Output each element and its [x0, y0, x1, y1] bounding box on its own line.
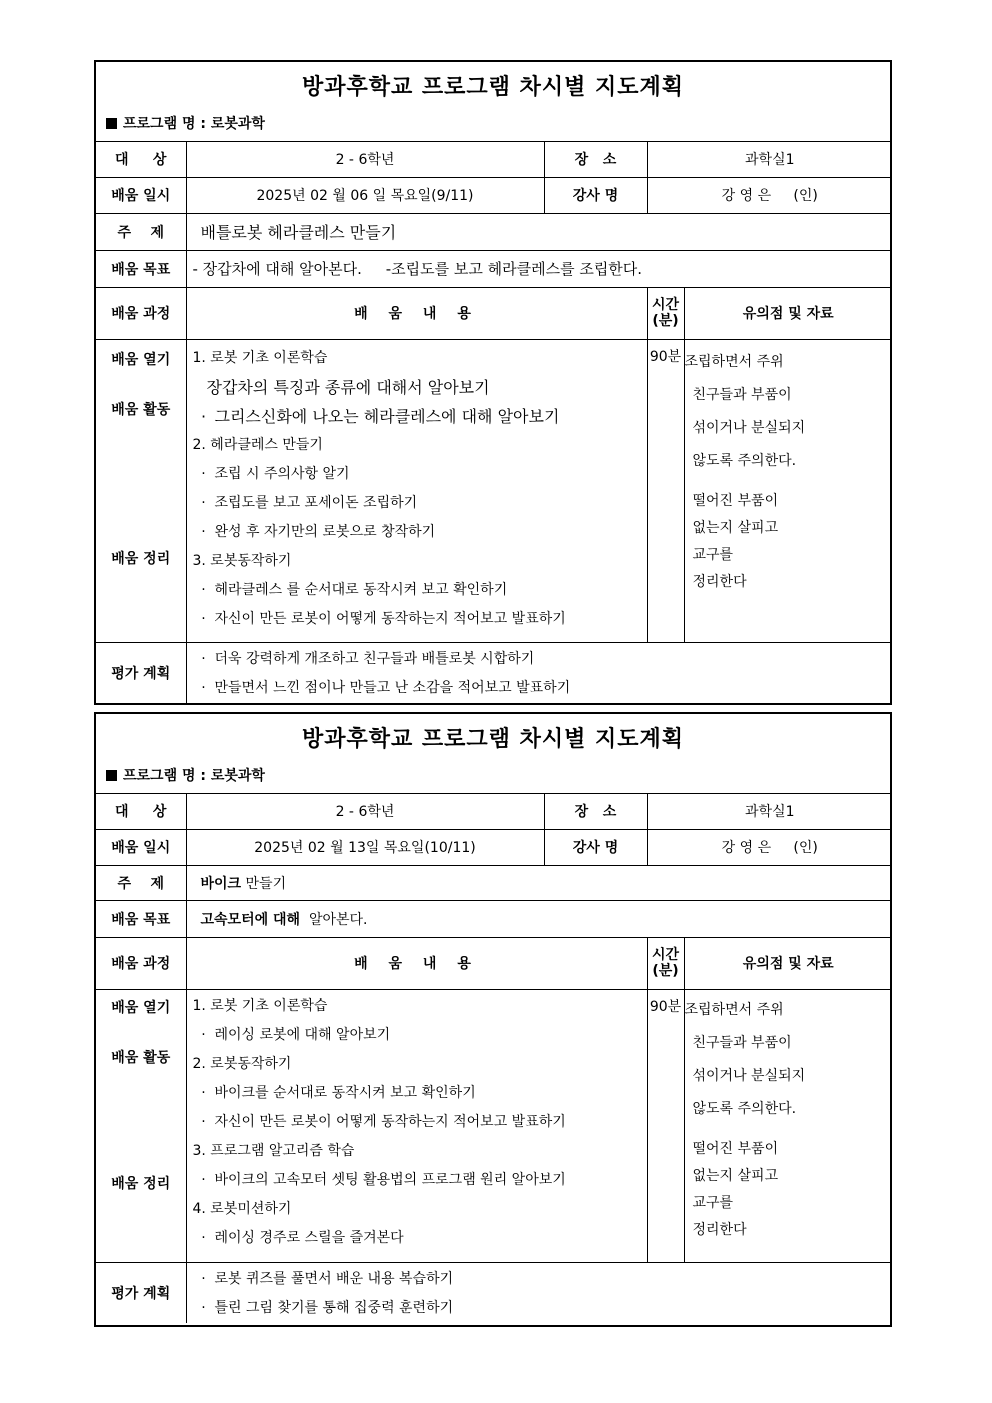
note-line: 않도록 주의한다.: [692, 1100, 797, 1117]
content-line: · 조립도를 보고 포세이돈 조립하기: [193, 489, 647, 518]
topic-row: [96, 865, 892, 900]
note-line: 않도록 주의한다.: [692, 452, 797, 469]
process-label: 배움 과정: [96, 937, 186, 989]
notes-header: 유의점 및 자료: [684, 287, 892, 339]
content-line: 4. 로봇미션하기: [192, 1200, 292, 1217]
content-line: · 바이크의 고속모터 셋팅 활용법의 프로그램 원리 알아보기: [193, 1166, 647, 1195]
content-line: 1. 로봇 기초 이론학습: [192, 997, 328, 1014]
note-line: 정리한다: [692, 1221, 747, 1238]
target-value: 2 - 6학년: [186, 142, 544, 177]
goal-value: - 장갑차에 대해 알아본다. -조립도를 보고 헤라클레스를 조립한다.: [186, 250, 892, 287]
content-line: · 그리스신화에 나오는 헤라클레스에 대해 알아보기: [193, 402, 647, 431]
content-line: 3. 프로그램 알고리즘 학습: [192, 1142, 355, 1159]
goal-cell: [186, 900, 892, 937]
goal-label: 배움 목표: [96, 900, 186, 937]
evaluation-label: 평가 계획: [96, 1262, 186, 1323]
note-line: 섞이거나 분실되지: [692, 1067, 806, 1084]
date-value: 2025년 02 월 06 일 목요일(9/11): [186, 177, 544, 213]
topic-value-bold: 바이크: [200, 875, 242, 892]
topic-cell: [186, 865, 892, 900]
topic-row: [96, 213, 892, 250]
goal-value-bold: 고속모터에 대해: [200, 911, 301, 928]
content-line: · 바이크를 순서대로 동작시켜 보고 확인하기: [193, 1079, 647, 1108]
date-row: [96, 829, 892, 865]
goal-row: [96, 900, 892, 937]
content-line: 1. 로봇 기초 이론학습: [192, 349, 328, 366]
stage-opening: 배움 열기: [111, 999, 171, 1016]
stage-closing: 배움 정리: [111, 1175, 171, 1192]
date-row: [96, 177, 892, 213]
lesson-plan-1: [94, 60, 892, 705]
target-value: 2 - 6학년: [186, 794, 544, 829]
note-line: 교구를: [692, 1194, 734, 1211]
notes-column: [684, 989, 892, 1262]
stage-opening: 배움 열기: [111, 351, 171, 368]
date-value: 2025년 02 월 13일 목요일(10/11): [186, 829, 544, 865]
content-line: · 조립 시 주의사항 알기: [193, 460, 647, 489]
program-name-row: [106, 113, 265, 133]
time-value: 90분: [647, 339, 684, 642]
content-line: 2. 로봇동작하기: [192, 1055, 292, 1072]
note-line: 없는지 살피고: [692, 1167, 779, 1184]
stage-column: [96, 339, 186, 642]
program-name-value: 로봇과학: [210, 768, 265, 784]
program-name-row: [106, 765, 265, 785]
evaluation-line: · 더욱 강력하게 개조하고 친구들과 배틀로봇 시합하기: [193, 645, 893, 674]
note-line: 떨어진 부품이: [692, 1140, 779, 1157]
place-label: 장 소: [544, 794, 647, 829]
content-line: 장갑차의 특징과 종류에 대해서 알아보기: [206, 377, 490, 397]
content-column: [186, 989, 647, 1262]
target-label: 대 상: [96, 794, 186, 829]
evaluation-row: [96, 1262, 892, 1323]
stage-activity: 배움 활동: [111, 401, 171, 418]
notes-header: 유의점 및 자료: [684, 937, 892, 989]
evaluation-content: [186, 642, 892, 703]
program-name-label: 프로그램 명 :: [123, 768, 211, 784]
content-line: · 레이싱 로봇에 대해 알아보기: [193, 1021, 647, 1050]
topic-value: 배틀로봇 헤라클레스 만들기: [186, 213, 892, 250]
stage-column: [96, 989, 186, 1262]
process-header-row: [96, 937, 892, 989]
square-bullet-icon: [106, 770, 117, 781]
note-line: 떨어진 부품이: [692, 492, 779, 509]
content-column: [186, 339, 647, 642]
content-line: · 레이싱 경주로 스릴을 즐겨본다: [193, 1224, 647, 1253]
topic-value: 만들기: [241, 875, 287, 892]
square-bullet-icon: [106, 118, 117, 129]
lesson-plan-2: [94, 712, 892, 1327]
evaluation-label: 평가 계획: [96, 642, 186, 703]
content-line: · 헤라클레스 를 순서대로 동작시켜 보고 확인하기: [193, 576, 647, 605]
content-header: 배 움 내 용: [186, 287, 647, 339]
content-line: · 완성 후 자기만의 로봇으로 창작하기: [193, 518, 647, 547]
content-line: · 자신이 만든 로봇이 어떻게 동작하는지 적어보고 발표하기: [193, 605, 647, 634]
process-header-row: [96, 287, 892, 339]
note-line: 친구들과 부품이: [692, 386, 792, 403]
content-line: 3. 로봇동작하기: [192, 552, 292, 569]
plan-title: 방과후학교 프로그램 차시별 지도계획: [301, 74, 684, 100]
date-label: 배움 일시: [96, 829, 186, 865]
stage-activity: 배움 활동: [111, 1049, 171, 1066]
teacher-value: 강 영 은 (인): [647, 829, 892, 865]
note-line: 없는지 살피고: [692, 519, 779, 536]
evaluation-line: · 틀린 그림 찾기를 통해 집중력 훈련하기: [193, 1294, 893, 1323]
content-line: 2. 헤라클레스 만들기: [192, 436, 323, 453]
note-line: 교구를: [692, 546, 734, 563]
content-header: 배 움 내 용: [186, 937, 647, 989]
plan-title: 방과후학교 프로그램 차시별 지도계획: [301, 726, 684, 752]
target-row: [96, 142, 892, 177]
note-line: 조립하면서 주위: [684, 353, 784, 370]
teacher-value: 강 영 은 (인): [647, 177, 892, 213]
place-value: 과학실1: [647, 794, 892, 829]
topic-label: 주 제: [96, 213, 186, 250]
stage-closing: 배움 정리: [111, 550, 171, 567]
content-line: · 자신이 만든 로봇이 어떻게 동작하는지 적어보고 발표하기: [193, 1108, 647, 1137]
date-label: 배움 일시: [96, 177, 186, 213]
plan-table: [96, 142, 892, 703]
target-row: [96, 794, 892, 829]
evaluation-row: [96, 642, 892, 703]
process-body-row: [96, 989, 892, 1262]
place-label: 장 소: [544, 142, 647, 177]
notes-column: [684, 339, 892, 642]
topic-label: 주 제: [96, 865, 186, 900]
plan-header: [96, 714, 890, 794]
program-name-value: 로봇과학: [210, 116, 265, 132]
note-line: 친구들과 부품이: [692, 1034, 792, 1051]
target-label: 대 상: [96, 142, 186, 177]
note-line: 섞이거나 분실되지: [692, 419, 806, 436]
note-line: 조립하면서 주위: [684, 1001, 784, 1018]
plan-table: [96, 794, 892, 1323]
teacher-label: 강사 명: [544, 829, 647, 865]
goal-value: 알아본다.: [300, 911, 368, 928]
note-line: 정리한다: [692, 573, 747, 590]
process-body-row: [96, 339, 892, 642]
time-header: 시간 (분): [647, 287, 684, 339]
program-name-label: 프로그램 명 :: [123, 116, 211, 132]
teacher-label: 강사 명: [544, 177, 647, 213]
evaluation-content: [186, 1262, 892, 1323]
evaluation-line: · 만들면서 느낀 점이나 만들고 난 소감을 적어보고 발표하기: [193, 674, 893, 703]
plan-header: [96, 62, 890, 142]
goal-label: 배움 목표: [96, 250, 186, 287]
process-label: 배움 과정: [96, 287, 186, 339]
place-value: 과학실1: [647, 142, 892, 177]
time-header: 시간 (분): [647, 937, 684, 989]
time-value: 90분: [647, 989, 684, 1262]
goal-row: [96, 250, 892, 287]
evaluation-line: · 로봇 퀴즈를 풀면서 배운 내용 복습하기: [193, 1265, 893, 1294]
